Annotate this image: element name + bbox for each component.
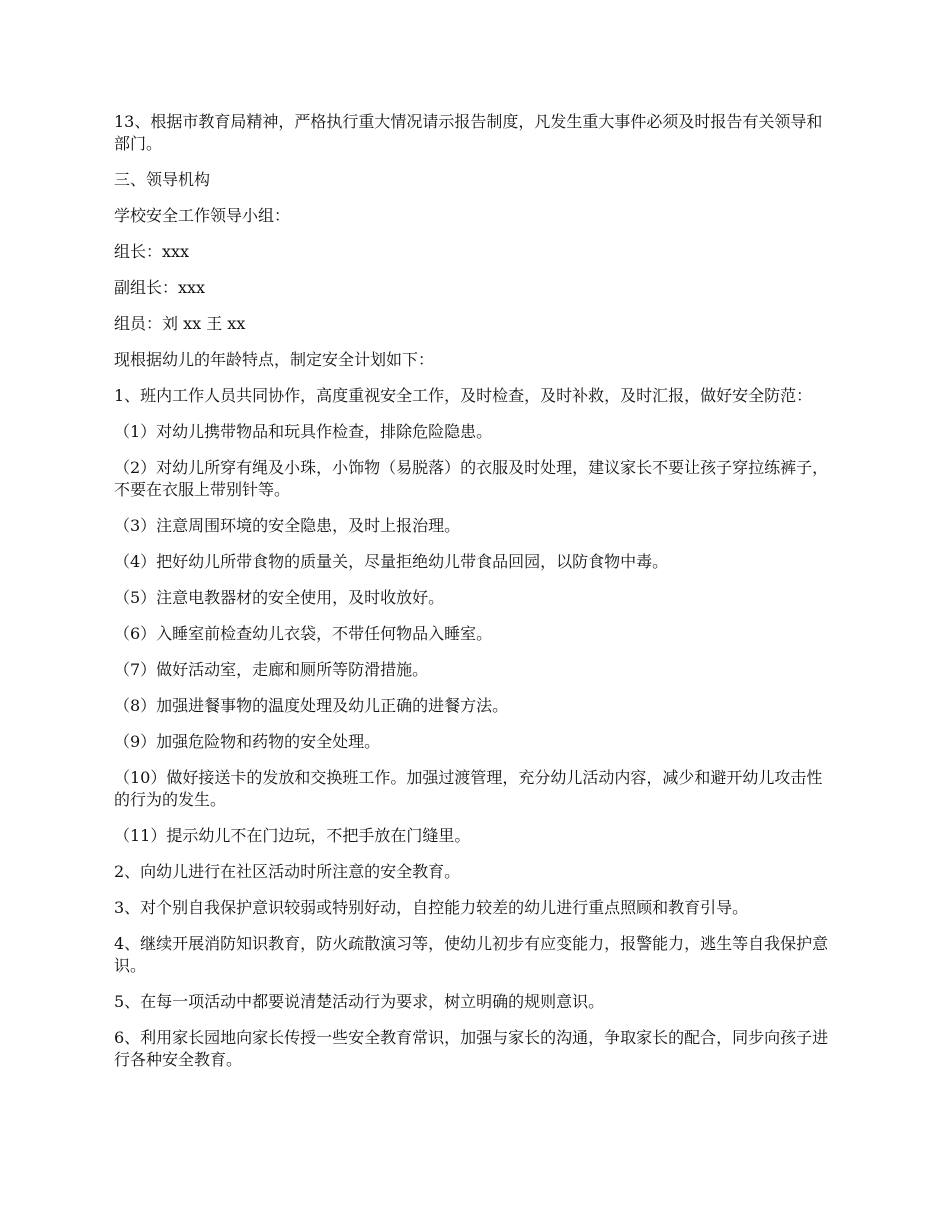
sub-item-4: （4）把好幼儿所带食物的质量关，尽量拒绝幼儿带食品回园，以防食物中毒。	[114, 552, 669, 571]
sub-item-2: （2）对幼儿所穿有绳及小珠，小饰物（易脱落）的衣服及时处理，建议家长不要让孩子穿拉练裤子，不要在衣服上带别针等。	[114, 458, 829, 499]
plan-intro: 现根据幼儿的年龄特点，制定安全计划如下：	[114, 350, 435, 369]
plan-item-5: 5、在每一项活动中都要说清楚活动行为要求，树立明确的规则意识。	[114, 992, 605, 1011]
deputy-group-leader: 副组长：xxx	[114, 278, 206, 297]
sub-item-3: （3）注意周围环境的安全隐患，及时上报治理。	[114, 516, 461, 535]
leadership-group-title: 学校安全工作领导小组：	[114, 206, 291, 225]
group-leader: 组长：xxx	[114, 242, 190, 261]
plan-item-3: 3、对个别自我保护意识较弱或特别好动，自控能力较差的幼儿进行重点照顾和教育引导。	[114, 898, 749, 917]
plan-item-1: 1、班内工作人员共同协作，高度重视安全工作，及时检查，及时补救，及时汇报，做好安全防范：	[114, 386, 813, 405]
sub-item-1: （1）对幼儿携带物品和玩具作检查，排除危险隐患。	[114, 422, 493, 441]
paragraph-item-13: 13、根据市教育局精神，严格执行重大情况请示报告制度，凡发生重大事件必须及时报告有关领导和部门。	[114, 112, 823, 153]
plan-item-4: 4、继续开展消防知识教育，防火疏散演习等，使幼儿初步有应变能力，报警能力，逃生等自我保护意识。	[114, 934, 829, 975]
sub-item-9: （9）加强危险物和药物的安全处理。	[114, 732, 381, 751]
sub-item-6: （6）入睡室前检查幼儿衣袋，不带任何物品入睡室。	[114, 624, 493, 643]
sub-item-5: （5）注意电教器材的安全使用，及时收放好。	[114, 588, 445, 607]
document-body	[114, 111, 834, 1085]
sub-item-7: （7）做好活动室，走廊和厕所等防滑措施。	[114, 660, 429, 679]
sub-item-11: （11）提示幼儿不在门边玩，不把手放在门缝里。	[114, 826, 471, 845]
group-members: 组员：刘 xx 王 xx	[114, 314, 246, 333]
sub-item-10: （10）做好接送卡的发放和交换班工作。加强过渡管理，充分幼儿活动内容，减少和避开幼儿攻击性的行为的发生。	[114, 768, 823, 809]
section-heading-leadership: 三、领导机构	[114, 170, 211, 189]
plan-item-2: 2、向幼儿进行在社区活动时所注意的安全教育。	[114, 862, 461, 881]
sub-item-8: （8）加强进餐事物的温度处理及幼儿正确的进餐方法。	[114, 696, 509, 715]
plan-item-6: 6、利用家长园地向家长传授一些安全教育常识，加强与家长的沟通，争取家长的配合，同步向孩子进行各种安全教育。	[114, 1028, 829, 1069]
